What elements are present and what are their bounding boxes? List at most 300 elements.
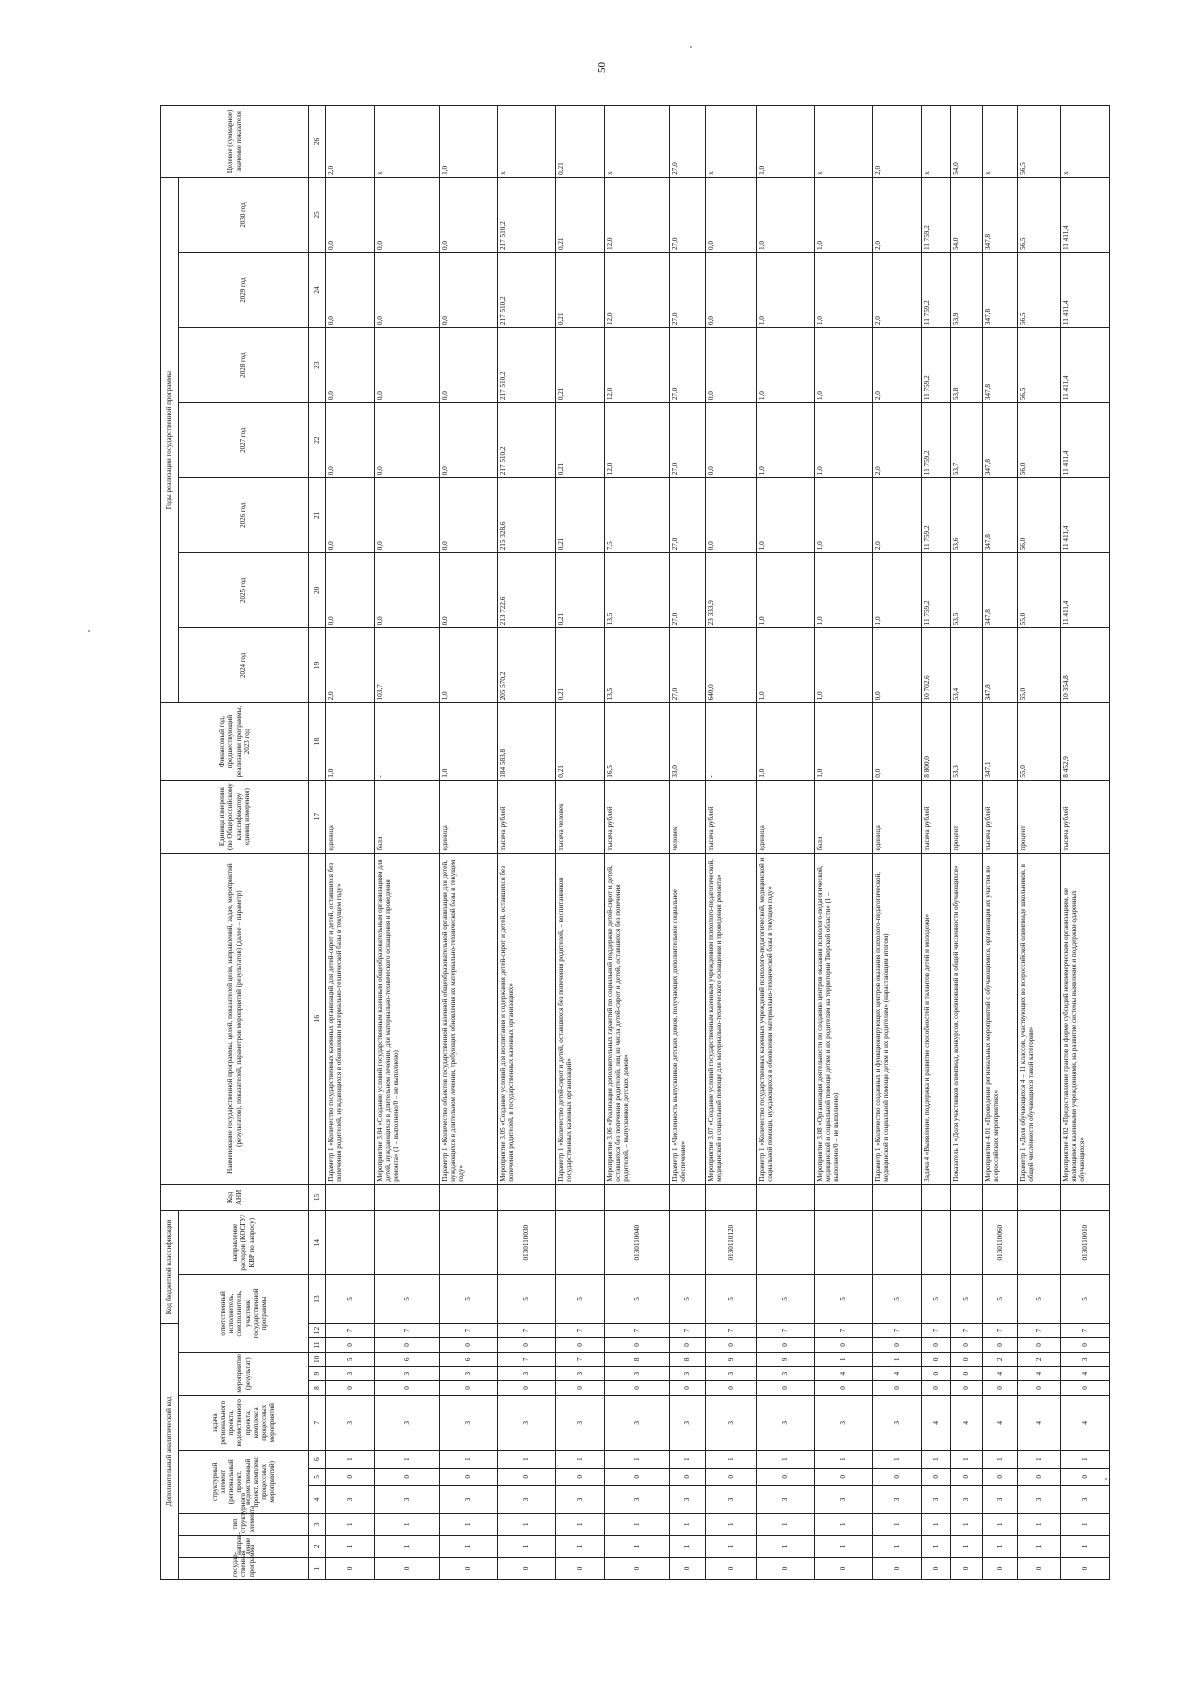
year-value: 1,0 [815,253,873,328]
header-name: Наименование государственной программы, целей, показателей цели, направлений, задач, мероприятий (результатов), показателей, параметров мероприятий (результатов) (далее – параметр) [161,853,309,1184]
code-cell: 3 [705,1486,756,1514]
code-cell: 0 [757,1468,815,1486]
code-cell: 5 [815,1275,873,1324]
code-cell: 0 [497,1468,555,1486]
total-value: x [922,106,951,178]
column-number: 2 [309,1535,326,1557]
year-value: 0,0 [439,328,497,403]
base-year-value: 1,0 [757,703,815,780]
row-name: Параметр 1 «Количество государственных казенных организаций для детей-сирот и детей, оставшихся без попечения родителей, нуждающихся в обновлении материально-технической базы в текущем году» [326,853,375,1184]
header-budget-classification: Код бюджетной классификации [161,1211,179,1324]
year-value: 53,8 [951,328,982,403]
code-cell: 9 [757,1352,815,1366]
code-cell: 4 [951,1395,982,1450]
year-value: 27,0 [669,478,705,553]
year-value: 217 510,2 [497,177,555,252]
unit-cell: единица [757,780,815,853]
total-value: 56,5 [1018,106,1060,178]
code-cell: 1 [375,1450,440,1468]
year-value: 0,0 [439,553,497,628]
code-cell: 1 [1018,1513,1060,1535]
header-year-2025: 2025 год [179,553,309,628]
year-value: 217 510,2 [497,253,555,328]
code-cell: 0 [705,1468,756,1486]
code-cell: 1 [1018,1450,1060,1468]
code-cell: 1 [757,1535,815,1557]
year-value: 0,0 [439,177,497,252]
code-cell: 0 [497,1338,555,1352]
code-cell: 5 [605,1275,670,1324]
code-cell: 3 [873,1486,922,1514]
code-cell: 3 [669,1366,705,1380]
code-cell: 1 [497,1513,555,1535]
year-value: 1,0 [815,328,873,403]
code-cell: 1 [982,1535,1018,1557]
code-cell: 7 [705,1323,756,1338]
code-cell: 7 [375,1323,440,1338]
code-cell: 4 [1060,1366,1109,1380]
code-cell: 0 [922,1338,951,1352]
total-value: 1,0 [757,106,815,178]
scan-speck [88,630,90,632]
base-year-value: 0,21 [556,703,605,780]
code-cell: 0 [922,1557,951,1579]
year-value: 56,5 [1018,328,1060,403]
year-value: 1,0 [439,628,497,703]
code-cell: 7 [326,1323,375,1338]
row-name: Параметр 1 «Численность выпускников детских домов, получающих дополнительное социальное обеспечение» [669,853,705,1184]
code-cell: 5 [439,1275,497,1324]
total-value: 0,21 [556,106,605,178]
code-cell: 0 [326,1338,375,1352]
code-cell: 1 [951,1535,982,1557]
year-value: 0,21 [556,553,605,628]
year-value: 53,9 [951,253,982,328]
year-value: 53,5 [951,553,982,628]
code-cell: 7 [815,1323,873,1338]
code-cell: 7 [497,1323,555,1338]
base-year-value: 53,3 [951,703,982,780]
code-cell: 6 [375,1352,440,1366]
year-value: 53,4 [951,628,982,703]
base-year-value: 8 452,9 [1060,703,1109,780]
year-value: 2,0 [873,253,922,328]
header-year-2029: 2029 год [179,253,309,328]
column-number: 14 [309,1211,326,1275]
header-executor: ответственный исполнитель, соисполнитель, участник государственной программы [179,1275,309,1352]
header-structural-element: структурный элемент (региональный проект, ведомственный проект, комплекс процессных мероприятий) [179,1450,309,1513]
year-value: 27,0 [669,177,705,252]
year-value: 11 759,2 [922,328,951,403]
code-cell [439,1184,497,1210]
code-cell: 5 [951,1275,982,1324]
code-cell [982,1184,1018,1210]
code-cell: 4 [815,1366,873,1380]
code-cell: 0 [1060,1381,1109,1395]
code-cell: 0 [922,1468,951,1486]
table-row [757,106,815,1580]
column-number: 12 [309,1323,326,1338]
year-value: 56,0 [1018,403,1060,478]
code-cell [669,1184,705,1210]
header-year-2030: 2030 год [179,177,309,252]
year-value: 0,21 [556,328,605,403]
year-value: 56,5 [1018,253,1060,328]
column-number: 17 [309,780,326,853]
table-row [556,106,605,1580]
code-cell: 7 [982,1323,1018,1338]
code-cell: 3 [556,1366,605,1380]
year-value: 0,0 [375,403,440,478]
scan-speck [690,46,692,48]
year-value: 347,8 [982,478,1018,553]
column-number: 22 [309,403,326,478]
year-value: 213 722,6 [497,553,555,628]
year-value: 27,0 [669,628,705,703]
year-value: 1,0 [757,253,815,328]
year-value: 347,8 [982,253,1018,328]
code-cell: 0 [982,1338,1018,1352]
year-value: 0,0 [705,177,756,252]
year-value: 11 759,2 [922,403,951,478]
code-cell: 3 [757,1395,815,1450]
header-analytic-code: Дополнительный аналитический код [161,1323,179,1579]
code-cell: 0 [1018,1557,1060,1579]
year-value: 0,0 [375,177,440,252]
program-indicators-table [160,105,1110,1580]
code-cell: 3 [951,1486,982,1514]
year-value: 217 510,2 [497,328,555,403]
code-cell: 0 [439,1381,497,1395]
header-total: Целевое (суммарное) значение показателя [161,106,309,178]
year-value: 1,0 [757,177,815,252]
code-cell [757,1211,815,1275]
code-cell: 3 [326,1395,375,1450]
code-cell: 0 [326,1381,375,1395]
code-cell: 1 [757,1513,815,1535]
year-value: 1,0 [873,553,922,628]
code-cell: 1 [497,1535,555,1557]
header-base-year: Финансовый год, предшествующий реализации программы, 2023 год [161,703,309,780]
header-year-2024: 2024 год [179,628,309,703]
column-number: 4 [309,1486,326,1514]
code-cell: 5 [705,1275,756,1324]
code-cell: 4 [982,1366,1018,1380]
code-cell: 1 [1060,1535,1109,1557]
code-cell [705,1184,756,1210]
code-cell: 7 [439,1323,497,1338]
base-year-value: 8 800,0 [922,703,951,780]
total-value: 1,0 [439,106,497,178]
code-cell: 0 [326,1557,375,1579]
code-cell: 0 [951,1366,982,1380]
code-cell: 0 [1060,1557,1109,1579]
code-cell: 1 [705,1513,756,1535]
column-number: 5 [309,1468,326,1486]
year-value: 0,0 [439,403,497,478]
code-cell: 1 [605,1535,670,1557]
code-cell: 1 [669,1535,705,1557]
table-row [605,106,670,1580]
year-value: 11 411,4 [1060,478,1109,553]
code-cell: 3 [1018,1486,1060,1514]
year-value: 217 510,2 [497,403,555,478]
year-value: 12,0 [605,177,670,252]
year-value: 27,0 [669,553,705,628]
code-cell: 0 [951,1338,982,1352]
year-value: 11 411,4 [1060,403,1109,478]
code-cell: 1 [439,1535,497,1557]
code-cell: 3 [375,1486,440,1514]
code-cell: 4 [1018,1395,1060,1450]
code-cell: 7 [556,1323,605,1338]
year-value: 0,0 [326,253,375,328]
column-number: 1 [309,1557,326,1579]
year-value: 0,21 [556,253,605,328]
year-value: 1,0 [815,403,873,478]
year-value: 0,0 [439,253,497,328]
header-expense-direction: направление расходов (КОСГУ/КВР по запросу) [179,1211,309,1275]
year-value: 13,5 [605,628,670,703]
code-cell: 0 [439,1468,497,1486]
table-row [669,106,705,1580]
base-year-value: 0,0 [873,703,922,780]
code-cell: 1 [556,1535,605,1557]
year-value: 27,0 [669,403,705,478]
code-cell: 4 [1018,1366,1060,1380]
year-value: 56,0 [1018,478,1060,553]
row-name: Задача 4 «Выявление, поддержка и развитие способностей и талантов детей и молодежи» [922,853,951,1184]
code-cell: 3 [556,1395,605,1450]
unit-cell: процент [1018,780,1060,853]
year-value: 11 411,4 [1060,177,1109,252]
code-cell: 8 [605,1352,670,1366]
table-row [982,106,1018,1580]
code-cell [1018,1184,1060,1210]
year-value: 13,5 [605,553,670,628]
code-cell: 0 [605,1338,670,1352]
code-cell [951,1184,982,1210]
code-cell: 1 [922,1450,951,1468]
header-year-2026: 2026 год [179,478,309,553]
unit-cell: балл [375,780,440,853]
code-cell: 1 [605,1513,670,1535]
year-value: 0,0 [705,328,756,403]
header-unit: Единица измерения (по Общероссийскому классификатору единиц измерения) [161,780,309,853]
unit-cell: процент [951,780,982,853]
year-value: 1,0 [815,177,873,252]
code-cell: 1 [815,1352,873,1366]
base-year-value: 55,0 [1018,703,1060,780]
code-cell: 0 [922,1366,951,1380]
code-cell: 0 [375,1468,440,1486]
code-cell: 0 [605,1557,670,1579]
year-value: 2,0 [873,403,922,478]
code-cell: 0 [375,1557,440,1579]
year-value: 0,0 [326,478,375,553]
row-name: Мероприятие 4.02 «Предоставление грантов в форме субсидий некоммерческим организациям, не являющимся казенными учреждениями, на развитие системы выявления и поддержки одаренных обучающихся» [1060,853,1109,1184]
year-value: 0,0 [375,253,440,328]
code-cell: 5 [922,1275,951,1324]
unit-cell: человек [669,780,705,853]
year-value: 0,0 [326,328,375,403]
header-event: мероприятие (результат) [179,1352,309,1395]
code-cell: 1 [815,1513,873,1535]
code-cell [757,1184,815,1210]
code-cell: 3 [497,1366,555,1380]
code-cell: 0 [497,1557,555,1579]
code-cell: 0 [1060,1338,1109,1352]
code-cell: 3 [757,1486,815,1514]
table-row [326,106,375,1580]
year-value: 1,0 [757,628,815,703]
year-value: 11 759,2 [922,553,951,628]
table-row [1060,106,1109,1580]
header-kod-ani: Код АНИ [161,1184,309,1210]
year-value: 0,0 [873,628,922,703]
code-cell: 1 [922,1535,951,1557]
table-row [439,106,497,1580]
code-cell: 1 [815,1535,873,1557]
header-year-2028: 2028 год [179,328,309,403]
year-value: 11 759,2 [922,253,951,328]
year-value: 11 411,4 [1060,553,1109,628]
unit-cell: балл [815,780,873,853]
code-cell: 7 [1060,1323,1109,1338]
code-cell [556,1211,605,1275]
row-name: Мероприятие 4.01 «Проведение региональных мероприятий с обучающимися, организация их участия во всероссийских мероприятиях» [982,853,1018,1184]
table-row [497,106,555,1580]
code-cell: 0 [922,1352,951,1366]
year-value: 0,21 [556,177,605,252]
code-cell: 1 [705,1535,756,1557]
year-value: 2,0 [873,177,922,252]
code-cell: 8 [669,1352,705,1366]
base-year-value: 347,1 [982,703,1018,780]
column-number: 24 [309,253,326,328]
code-cell: 3 [982,1486,1018,1514]
unit-cell: единица [873,780,922,853]
year-value: 215 328,6 [497,478,555,553]
unit-cell: тысяча человек [556,780,605,853]
year-value: 2,0 [873,478,922,553]
year-value: 1,0 [815,628,873,703]
year-value: 0,21 [556,478,605,553]
code-cell: 0 [1018,1468,1060,1486]
header-program: государ-ственная программа [179,1557,309,1579]
year-value: 0,0 [705,403,756,478]
code-cell [815,1211,873,1275]
year-value: 12,0 [605,328,670,403]
base-year-value: 16,5 [605,703,670,780]
year-value: 347,8 [982,328,1018,403]
code-cell: 0 [669,1468,705,1486]
year-value: 0,0 [326,403,375,478]
code-cell: 1 [922,1513,951,1535]
code-cell: 0 [605,1468,670,1486]
column-number: 6 [309,1450,326,1468]
code-cell: 0 [375,1338,440,1352]
code-cell: 0 [873,1557,922,1579]
unit-cell: тысяча рублей [605,780,670,853]
code-cell: 1 [1018,1535,1060,1557]
table-row [873,106,922,1580]
year-value: 1,0 [815,553,873,628]
code-cell [873,1211,922,1275]
year-value: 7,5 [605,478,670,553]
code-cell: 4 [922,1395,951,1450]
code-cell: 0 [815,1468,873,1486]
year-value: 12,0 [605,253,670,328]
column-number: 26 [309,106,326,178]
code-cell: 2 [982,1352,1018,1366]
code-cell [922,1211,951,1275]
base-year-value: 33,0 [669,703,705,780]
code-cell: 0 [605,1381,670,1395]
code-cell: 1 [556,1450,605,1468]
base-year-value: 1,0 [326,703,375,780]
code-cell: 5 [757,1275,815,1324]
code-cell: 3 [1060,1352,1109,1366]
year-value: 23 333,9 [705,553,756,628]
row-name: Мероприятие 3.05 «Создание условий для воспитания и содержания детей-сирот и детей, оставшихся без попечения родителей, в государственных казенных организациях» [497,853,555,1184]
year-value: 347,8 [982,628,1018,703]
code-cell [922,1184,951,1210]
code-cell: 0 [757,1557,815,1579]
total-value: 54,0 [951,106,982,178]
header-year-2027: 2027 год [179,403,309,478]
code-cell: 0 [497,1381,555,1395]
row-name: Мероприятие 3.06 «Реализация дополнительных гарантий по социальной поддержке детей-сирот и детей, оставшихся без попечения родителей, лиц из числа детей-сирот и детей, оставшихся без попечения родителей, – выпускников детских домов» [605,853,670,1184]
column-number: 11 [309,1338,326,1352]
code-cell [873,1184,922,1210]
base-year-value: 1,0 [439,703,497,780]
year-value: 27,0 [669,253,705,328]
code-cell: 1 [982,1450,1018,1468]
column-number: 3 [309,1513,326,1535]
code-cell [326,1211,375,1275]
code-cell: 3 [669,1486,705,1514]
code-cell: 5 [873,1275,922,1324]
year-value: 11 411,4 [1060,253,1109,328]
code-cell: 3 [375,1366,440,1380]
code-cell: 0 [1018,1338,1060,1352]
column-number: 10 [309,1352,326,1366]
unit-cell: единица [326,780,375,853]
code-cell [1018,1211,1060,1275]
code-cell: 0 [815,1557,873,1579]
code-cell [815,1184,873,1210]
column-number: 25 [309,177,326,252]
code-cell: 1 [326,1450,375,1468]
year-value: 0,0 [705,253,756,328]
code-cell: 1 [605,1450,670,1468]
code-cell: 3 [705,1395,756,1450]
column-number: 19 [309,628,326,703]
code-cell: 1 [326,1535,375,1557]
code-cell: 0 [326,1468,375,1486]
code-cell: 7 [497,1352,555,1366]
year-value: 0,21 [556,628,605,703]
code-cell: 0 [951,1468,982,1486]
code-cell: 9 [705,1352,756,1366]
year-value: 55,0 [1018,628,1060,703]
code-cell [1060,1184,1109,1210]
column-number: 15 [309,1184,326,1210]
year-value: 27,0 [669,328,705,403]
year-value: 11 411,4 [1060,328,1109,403]
total-value: x [705,106,756,178]
